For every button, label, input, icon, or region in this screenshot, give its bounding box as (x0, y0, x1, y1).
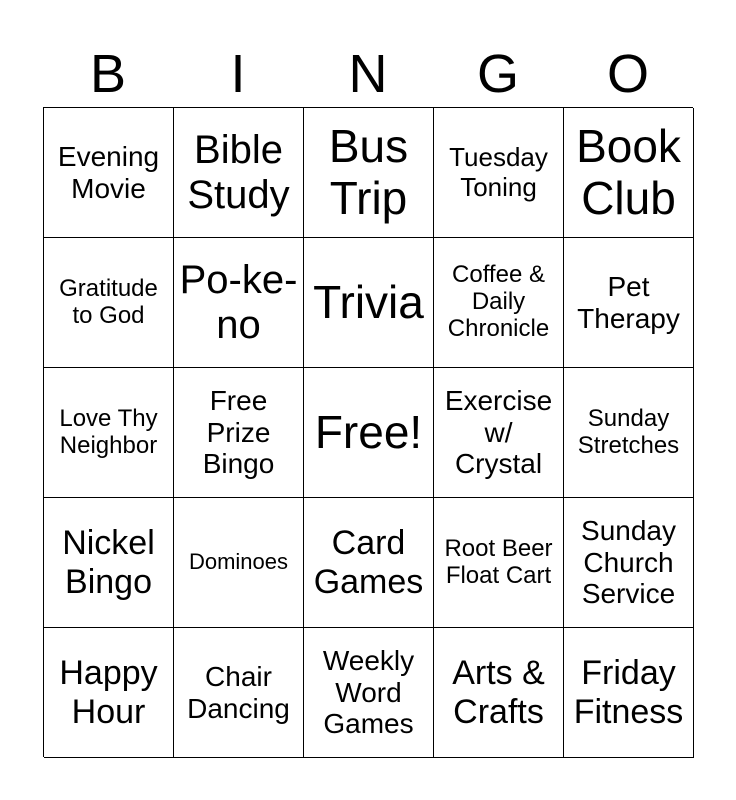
bingo-cell[interactable]: Happy Hour (44, 628, 174, 758)
bingo-cell[interactable]: Book Club (564, 108, 694, 238)
bingo-cell[interactable]: Tuesday Toning (434, 108, 564, 238)
bingo-cell[interactable]: Exercise w/ Crystal (434, 368, 564, 498)
bingo-cell[interactable]: Weekly Word Games (304, 628, 434, 758)
bingo-cell[interactable]: Po-ke-no (174, 238, 304, 368)
bingo-cell[interactable]: Evening Movie (44, 108, 174, 238)
bingo-cell[interactable]: Dominoes (174, 498, 304, 628)
bingo-cell[interactable]: Arts & Crafts (434, 628, 564, 758)
bingo-cell[interactable]: Sunday Stretches (564, 368, 694, 498)
bingo-cell[interactable]: Card Games (304, 498, 434, 628)
bingo-cell[interactable]: Friday Fitness (564, 628, 694, 758)
header-letter-o: O (606, 44, 649, 104)
bingo-cell[interactable]: Bible Study (174, 108, 304, 238)
bingo-cell[interactable]: Coffee & Daily Chronicle (434, 238, 564, 368)
bingo-cell[interactable]: Pet Therapy (564, 238, 694, 368)
bingo-cell[interactable]: Free Prize Bingo (174, 368, 304, 498)
header-letter-b: B (89, 44, 127, 104)
bingo-header (43, 40, 693, 108)
bingo-cell[interactable]: Sunday Church Service (564, 498, 694, 628)
header-letter-n: N (348, 44, 388, 104)
header-letter-i: I (230, 44, 246, 104)
bingo-cell[interactable]: Root Beer Float Cart (434, 498, 564, 628)
header-letter-g: G (476, 44, 519, 104)
bingo-cell[interactable]: Love Thy Neighbor (44, 368, 174, 498)
bingo-cell[interactable]: Bus Trip (304, 108, 434, 238)
bingo-cell[interactable]: Trivia (304, 238, 434, 368)
free-space-cell[interactable]: Free! (304, 368, 434, 498)
bingo-board (43, 107, 693, 757)
bingo-cell[interactable]: Chair Dancing (174, 628, 304, 758)
bingo-cell[interactable]: Gratitude to God (44, 238, 174, 368)
bingo-cell[interactable]: Nickel Bingo (44, 498, 174, 628)
